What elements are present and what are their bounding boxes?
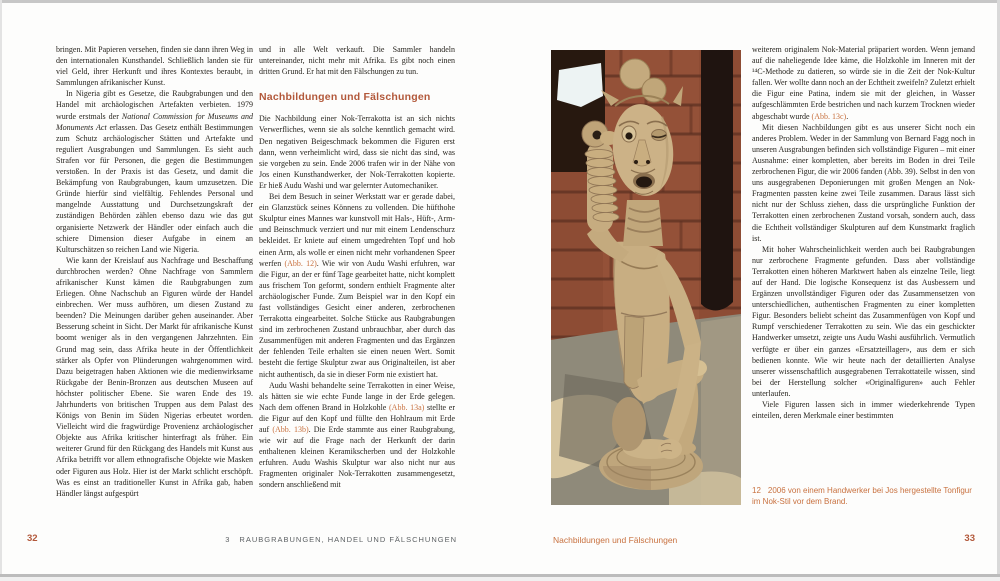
paragraph: Mit hoher Wahrscheinlichkeit werden auch bei Raubgrabungen nur zerbrochene Fragmente gefunden. Dass aber vollständige Terrakotten einen höheren Marktwert haben als einzelne Teile, liegt auf der Hand. Die logische Konsequenz ist das Ausbessern und Ergänzen unvollständiger Figuren oder das Zusammensetzen von unterschiedlichen, authentischen Fragmenten zu einer kompletten Figur. Besonders beliebt scheint das Zusammenfügen von Kopf und Rumpf verschiedener Terrakotten zu sein. Wie das ein geschickter Handwerker umsetzt, zeigte uns Audu Washi ausführlich. Vermutlich verfügte er über ein ganzes «Ersatzteillager», aus dem er sich bedienen konnte. Wie wir heute nach der detaillierten Analyse unserer wissenschaftlich ausgegrabenen Terrakottateile wissen, sind bei der Herstellung solcher «Originalfiguren» auch Fehler unterlaufen. [752, 244, 975, 398]
paragraph: weiterem originalem Nok-Material präpariert worden. Wenn jemand auf die naheliegende Idee käme, die Holzkohle im Inneren mit der ¹⁴C-Methode zu datieren, so würde sie in die Zeit der Nok-Kultur fallen. Wer wollte dann noch an der Echtheit zweifeln? Zuletzt erhielt die Figur eine Patina, indem sie mit der gleichen, in Wasser aufgeschlämmten Erde bestrichen und nach kurzem Trocknen wieder abgeschabt wurde (Abb. 13c). [752, 45, 975, 121]
paragraph: In Nigeria gibt es Gesetze, die Raubgrabungen und den Handel mit archäologischen Artefakten verbieten. 1979 wurde erstmals der National Commission for Museums and Monuments Act erlassen. Das Gesetz enthält Bestimmungen zum Schutz archäologischer Stätten und Artefakte und reguliert Ausgrabungen und Sammlungen. Es sieht auch Strafen vor für Personen, die gegen die Bestimmungen verstoßen. In der Praxis ist das Gesetz, und damit die Bekämpfung von Raubgrabungen, kaum umzusetzen. Die Gründe hierfür sind vielfältig. Fehlendes Personal und mangelnde Ausstattung und Durchsetzungskraft der zuständigen Behörden zählen ebenso dazu wie das gut organisierte Netzwerk der Händler oder einfach auch die schiere Dimension dieser Aufgabe in einem an Kulturschätzen so reichen Land wie Nigeria. [56, 89, 253, 254]
paragraph: Audu Washi behandelte seine Terrakotten in einer Weise, als hätten sie wie echte Funde lange in der Erde gelegen. Nach dem offenen Brand in Holzkohle (Abb. 13a) stellte er die Figur auf den Kopf und füllte den Hohlraum mit Erde auf (Abb. 13b). Die Erde stammte aus einer Raubgrabung, wie wir auf die Frage nach der Herkunft der darin enthaltenen kleinen Keramikscherben und der Holzkohle erfuhren. Audu Washis Skulptur war also nicht nur aus Fragmenten originaler Nok-Terrakotten zusammengesetzt, sondern anschließend mit [259, 380, 455, 490]
paragraph: Bei dem Besuch in seiner Werkstatt war er gerade dabei, ein Glanzstück seines Könnens zu vollenden. Die hüfthohe Skulptur eines Mannes war kunstvoll mit Hals-, Hüft-, Arm- und Beinschmuck verziert und nur mit einem Lendenschurz bekleidet. Er kniete auf einem umgedrehten Topf und hob einen Arm, als wolle er einen nicht mehr vorhandenen Speer werfen (Abb. 12). Wie wir von Audu Washi erfuhren, war die Figur, an der er fünf Tage gearbeitet hatte, nicht komplett aus frischem Ton geformt, sondern enthielt Fragmente alter archäologischer Funde. Zum Beispiel war in den Kopf ein fast vollständiges Gesicht einer anderen, zerbrochenen Terrakotta eingearbeitet. Solche Stücke aus Raubgrabungen sind im zerbrochenen Zustand unbrauchbar, aber durch das Zusammenfügen mit anderen Fragmenten und das Ergänzen der fehlenden Teile erhalten sie einen neuen Wert. Somit besteht die fertige Skulptur zwar aus Originalteilen, ist aber nicht authentisch, da sie in dieser Form nie existiert hat. [259, 192, 455, 379]
scan-edge-bottom-fade [0, 577, 1000, 581]
section-running-footer: Nachbildungen und Fälschungen [553, 535, 678, 545]
paragraph: Mit diesen Nachbildungen gibt es aus unserer Sicht noch ein anderes Problem. Weder in der Sammlung von Bernard Fagg noch in unseren Ausgrabungen befinden sich vollständige Figuren – mit einer Ausnahme: einer kompletten, aber bereits im Boden in drei Teile zerbrochenen Figur, die wir 2006 fanden (Abb. 39). Selbst in den von uns ausgegrabenen Deponierungen mit großen Mengen an Nok-Fragmenten passten keine zwei Teile zusammen. Daraus lässt sich nicht nur der Schluss ziehen, dass die ursprüngliche Funktion der Terrakotten einen zerbrochenen Zustand vorsah, sondern auch, dass die Echtheit vollständiger Skulpturen auf dem Kunstmarkt fraglich ist. [752, 122, 975, 243]
left-column-1 [56, 44, 253, 499]
page-number-right: 33 [964, 533, 975, 544]
scan-edge-top [0, 0, 1000, 3]
chapter-number: 3 [225, 535, 231, 544]
left-column-2 [259, 44, 455, 491]
figure-caption [752, 486, 976, 507]
figure-caption-text: 2006 von einem Handwerker bei Jos hergestellte Tonfigur im Nok-Stil vor dem Brand. [752, 486, 972, 506]
nok-figure-illustration [551, 50, 741, 505]
paragraph: Viele Figuren lassen sich in immer wiederkehrende Typen einteilen, deren Merkmale einer bestimmten [752, 400, 975, 421]
paragraph: bringen. Mit Papieren versehen, finden sie dann ihren Weg in den internationalen Kunsthandel. Schließlich landen sie für viel Geld, ihrer Herkunft und ihres Kontextes beraubt, in Sammlungen afrikanischer Kunst. [56, 45, 253, 88]
page-number-left: 32 [27, 533, 38, 544]
paragraph: Die Nachbildung einer Nok-Terrakotta ist an sich nichts Verwerfliches, wenn sie als solche kenntlich gemacht wird. Den negativen Beigeschmack bekommen die Figuren erst dann, wenn verheimlicht wird, dass sie nicht das sind, was sie vorgeben zu sein. Ende 2006 trafen wir in der Nähe von Jos einen Kunsthandwerker, der Nok-Terrakotten kopierte. Er hieß Audu Washi und war gelernter Automechaniker. [259, 114, 455, 190]
section-heading: Nachbildungen und Fälschungen [259, 91, 431, 104]
figure-caption-number: 12 [752, 486, 761, 495]
chapter-title: RAUBGRABUNGEN, HANDEL UND FÄLSCHUNGEN [239, 535, 457, 544]
right-column [752, 44, 975, 421]
scan-edge-left [0, 0, 2, 581]
chapter-running-footer [160, 535, 457, 544]
paragraph: Wie kann der Kreislauf aus Nachfrage und Beschaffung durchbrochen werden? Ohne Nachfrage von Sammlern afrikanischer Kunst kämen die Raubgrabungen zum Erliegen. Ohne Nachschub an Figuren würde der Handel einbrechen. Wer muss aufhören, um diesen Zustand zu beenden? Die Meinungen darüber gehen auseinander. Aber Besserung scheint in Sicht. Der Markt für afrikanische Kunst boomt weniger als in den vergangenen Jahrzehnten. Ein Grund mag sein, dass Afrika heute in der Öffentlichkeit stärker als Opfer von Plünderungen wahrgenommen wird. Dazu beigetragen haben Aktionen wie die medienwirksame Rückgabe der Benin-Bronzen aus deutschen Museen auf höchster politischer Ebene. Sie waren Ende des 19. Jahrhunderts von britischen Truppen aus dem Palast des Königs von Benin im Süden Nigerias erbeutet worden. Vielleicht wird die fragwürdige Provenienz archäologischer Objekte aus Afrika kritischer hinterfragt als früher. Ein weiterer Grund für den Rückgang des Handels mit Kunst aus Afrika betrifft vor allem ethnografische Objekte wie Masken oder Figuren aus Holz. Hier ist der Markt schlicht erschöpft. Was es einst an traditioneller Kunst in Afrika gab, haben Händler längst aufgespürt [56, 255, 253, 498]
nok-figure-photo [551, 50, 741, 505]
paragraph: und in alle Welt verkauft. Die Sammler handeln untereinander, nicht mehr mit Afrika. Es gibt noch einen dritten Grund. Er hat mit den Fälschungen zu tun. [259, 45, 455, 77]
